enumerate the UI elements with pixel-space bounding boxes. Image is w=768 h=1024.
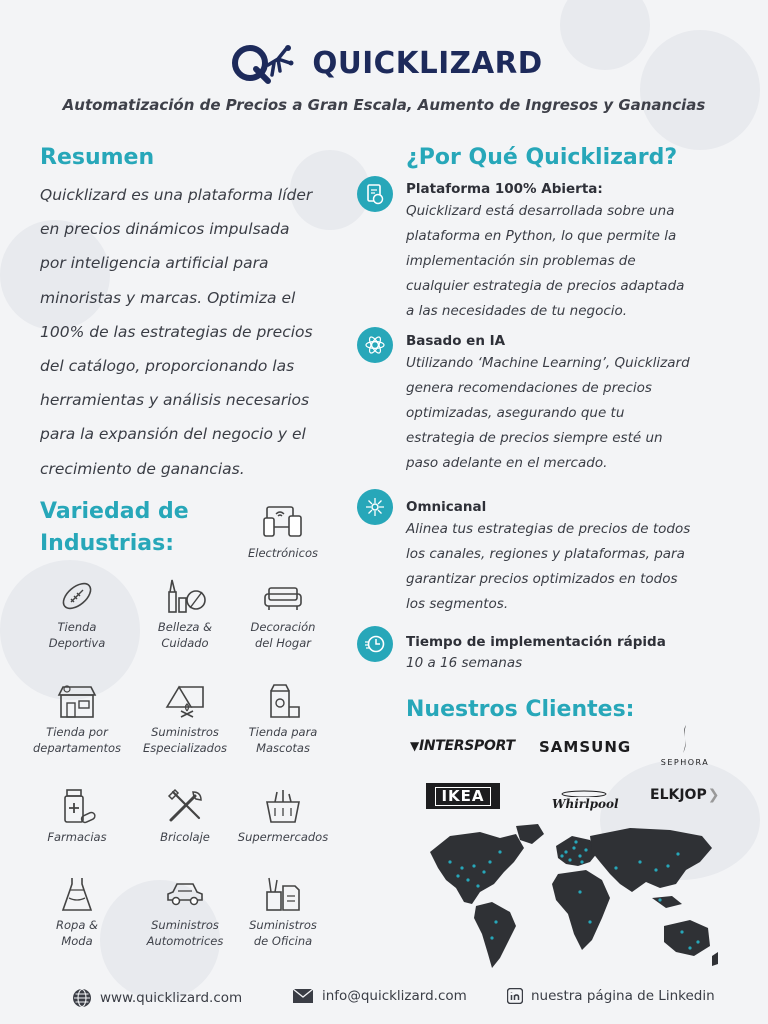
feature-line: Quicklizard está desarrollada sobre una <box>406 203 675 219</box>
ai-icon <box>357 327 393 363</box>
industry-label: Suministros Especializados <box>143 725 227 755</box>
world-map-graphic <box>420 822 720 972</box>
feature-title: Tiempo de implementación rápida <box>406 634 666 650</box>
brand-logo[interactable] <box>230 38 545 88</box>
industry-label: Tienda por departamentos <box>32 725 122 755</box>
feature-line: implementación sin problemas de <box>406 253 636 269</box>
industry-home-decor <box>228 578 338 651</box>
feature-line: a las necesidades de tu negocio. <box>406 303 628 319</box>
feature-line: Utilizando ‘Machine Learning’, Quicklizard <box>406 355 690 371</box>
feature-line: paso adelante en el mercado. <box>406 455 608 471</box>
industry-label: Bricolaje <box>160 830 210 844</box>
industry-department-store <box>22 683 132 756</box>
whirlpool-text: Whirlpool <box>552 797 619 811</box>
industry-electronics <box>228 504 338 561</box>
industry-fashion <box>22 876 132 949</box>
resumen-line: por inteligencia artificial para <box>40 254 269 273</box>
industry-label: Electrónicos <box>248 546 318 560</box>
feature-body <box>406 351 736 476</box>
resumen-line: 100% de las estrategias de precios <box>40 322 313 341</box>
industry-label: Decoración del Hogar <box>250 620 316 650</box>
camping-icon <box>163 683 207 719</box>
resumen-line: del catálogo, proporcionando las <box>40 357 295 376</box>
client-logo-intersport: ▼INTERSPORT <box>410 738 515 754</box>
client-logo-elkjop: ELKJOP ❯ <box>650 787 720 803</box>
feature-line: optimizadas, asegurando que tu <box>406 405 625 421</box>
dress-icon <box>57 876 97 912</box>
feature-title: Plataforma 100% Abierta: <box>406 181 603 197</box>
resumen-line: Quicklizard es una plataforma líder <box>40 186 313 204</box>
footer-email[interactable] <box>292 988 467 1004</box>
website-link[interactable]: www.quicklizard.com <box>100 990 243 1006</box>
industry-specialized <box>130 683 240 756</box>
industry-label: Supermercados <box>237 830 329 844</box>
client-logo-whirlpool <box>552 782 619 811</box>
resumen-line: para la expansión del negocio y el <box>40 425 306 444</box>
clock-icon <box>357 626 393 662</box>
pharmacy-icon <box>57 788 97 824</box>
feature-title: Basado en IA <box>406 333 506 349</box>
industry-label: Suministros de Oficina <box>249 918 317 948</box>
cosmetics-icon <box>163 578 207 614</box>
open-platform-icon <box>357 176 393 212</box>
resumen-line: crecimiento de ganancias. <box>40 459 245 478</box>
globe-icon <box>72 988 92 1008</box>
feature-line: genera recomendaciones de precios <box>406 380 652 396</box>
industry-office <box>228 876 338 949</box>
industry-label: Farmacias <box>47 830 107 844</box>
resumen-title: Resumen <box>40 145 155 170</box>
industry-label: Belleza & Cuidado <box>157 620 213 650</box>
whirlpool-swirl-icon <box>554 789 614 797</box>
feature-line: garantizar precios optimizados en todos <box>406 571 678 587</box>
page-tagline: Automatización de Precios a Gran Escala, Aumento de Ingresos y Ganancias <box>62 96 706 114</box>
omnichannel-icon <box>357 489 393 525</box>
department-store-icon <box>57 683 97 719</box>
industry-supermarket <box>228 788 338 845</box>
resumen-body <box>40 178 345 486</box>
resumen-line: minoristas y marcas. Optimiza el <box>40 288 296 307</box>
linkedin-icon <box>507 988 523 1004</box>
resumen-line: herramientas y análisis necesarios <box>40 391 310 410</box>
feature-line: Alinea tus estrategias de precios de todos <box>406 521 691 537</box>
email-link[interactable]: info@quicklizard.com <box>322 988 467 1004</box>
feature-line: los canales, regiones y plataformas, para <box>406 546 685 562</box>
brand-name: QUICKLIZARD <box>312 45 543 81</box>
client-logo-samsung: SAMSUNG <box>539 738 632 756</box>
industry-pet-store <box>228 683 338 756</box>
industry-automotive <box>130 876 240 949</box>
background-circle <box>560 0 650 70</box>
footer-website[interactable] <box>72 988 242 1008</box>
quicklizard-logo-icon <box>230 41 302 85</box>
feature-line: plataforma en Python, lo que permite la <box>406 228 677 244</box>
tools-icon <box>165 788 205 824</box>
industry-label: Tienda para Mascotas <box>248 725 318 755</box>
feature-line: cualquier estrategia de precios adaptada <box>406 278 685 294</box>
industry-label: Suministros Automotrices <box>146 918 224 948</box>
car-icon <box>165 876 205 912</box>
sephora-flame-icon <box>680 725 690 753</box>
industry-label: Ropa & Moda <box>56 918 98 948</box>
footer-linkedin[interactable] <box>507 988 715 1004</box>
why-title: ¿Por Qué Quicklizard? <box>406 145 678 170</box>
feature-body <box>406 517 736 617</box>
resumen-line: en precios dinámicos impulsada <box>40 220 290 239</box>
client-logo-ikea: IKEA <box>426 783 500 809</box>
background-circle <box>640 30 760 150</box>
industries-title <box>40 496 240 560</box>
client-logo-sephora <box>655 725 715 767</box>
feature-body <box>406 651 736 676</box>
industry-sports <box>22 578 132 651</box>
feature-line: estrategia de precios siempre esté un <box>406 430 663 446</box>
sofa-icon <box>263 578 303 614</box>
football-icon <box>59 578 95 614</box>
feature-title: Omnicanal <box>406 499 487 515</box>
envelope-icon <box>292 988 314 1004</box>
feature-line: los segmentos. <box>406 596 509 612</box>
industries-title-line: Variedad de <box>40 499 189 524</box>
feature-line: 10 a 16 semanas <box>406 655 523 671</box>
industry-beauty <box>130 578 240 651</box>
clients-title: Nuestros Clientes: <box>406 697 635 722</box>
industry-pharmacy <box>22 788 132 845</box>
sephora-text: SEPHORA <box>660 758 710 767</box>
electronics-icon <box>263 504 303 540</box>
pet-food-icon <box>263 683 303 719</box>
grocery-basket-icon <box>263 788 303 824</box>
office-supplies-icon <box>263 876 303 912</box>
industry-label: Tienda Deportiva <box>48 620 106 650</box>
industry-diy <box>130 788 240 845</box>
industries-title-line: Industrias: <box>40 531 174 556</box>
feature-body <box>406 199 736 324</box>
linkedin-link[interactable]: nuestra página de Linkedin <box>531 988 715 1004</box>
